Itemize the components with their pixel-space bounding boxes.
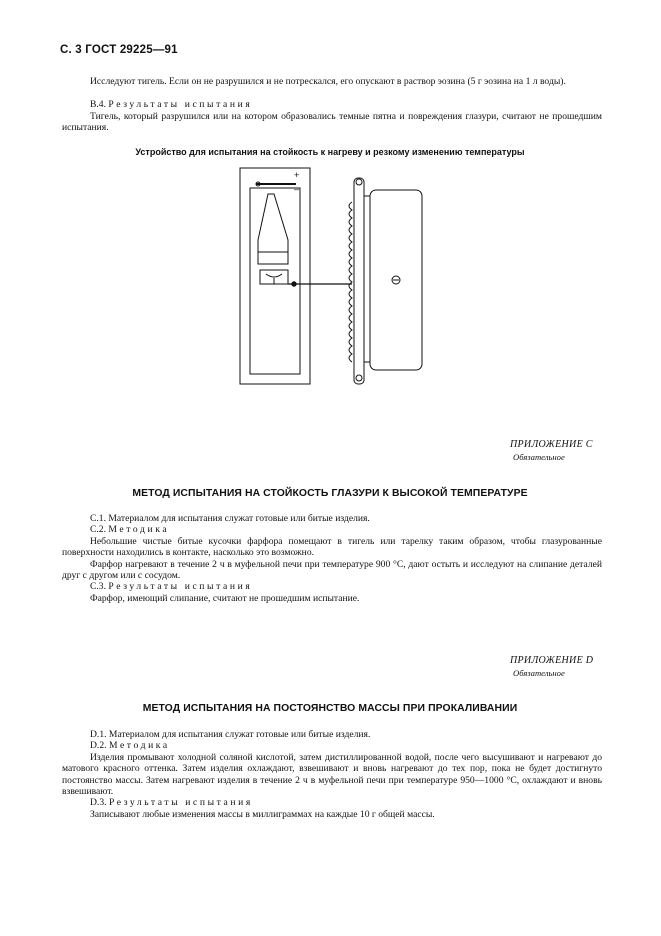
section-b4-heading xyxy=(62,99,602,110)
annex-d-label: ПРИЛОЖЕНИЕ D xyxy=(510,655,594,666)
page-header: С. 3 ГОСТ 29225—91 xyxy=(60,44,178,56)
annex-c-heading: МЕТОД ИСПЫТАНИЯ НА СТОЙКОСТЬ ГЛАЗУРИ К ВЫСОКОЙ ТЕМПЕРАТУРЕ xyxy=(132,488,528,499)
heater-plate xyxy=(354,178,364,384)
paragraph-c1: С.1. Материалом для испытания служат готовые или битые изделия. xyxy=(90,513,370,524)
section-number: С.2. xyxy=(90,524,106,535)
section-title: Результаты испытания xyxy=(108,99,253,110)
flask-shape xyxy=(258,194,288,264)
paragraph-c3: Фарфор, имеющий слипание, считают не прошедшим испытание. xyxy=(90,593,360,604)
test-device-drawing xyxy=(230,162,440,397)
paragraph-d3: Записывают любые изменения массы в миллиграммах на каждые 10 г общей массы. xyxy=(90,809,435,820)
section-d2-heading xyxy=(62,740,602,751)
coiled-cable xyxy=(349,202,352,362)
paragraph-b4-result: Тигель, который разрушился или на котором образовались темные пятна и повреждения глазури, считают не прошедшим испытания. xyxy=(62,111,602,134)
paragraph-crucible-check: Исследуют тигель. Если он не разрушился и не потрескался, его опускают в раствор эозина (5 г эозина на 1 л воды). xyxy=(90,76,566,87)
section-c2-heading xyxy=(62,524,602,535)
section-number: D.2. xyxy=(90,740,107,751)
plus-sign: + xyxy=(294,170,300,180)
section-title: Методика xyxy=(108,740,170,751)
figure-caption: Устройство для испытания на стойкость к нагреву и резкому изменению температуры xyxy=(135,147,525,157)
paragraph-d1: D.1. Материалом для испытания служат готовые или битые изделия. xyxy=(90,729,371,740)
annex-c-label: ПРИЛОЖЕНИЕ C xyxy=(510,439,593,450)
section-number: В.4. xyxy=(90,99,106,110)
annex-c-status: Обязательное xyxy=(513,452,565,462)
annex-d-status: Обязательное xyxy=(513,668,565,678)
section-title: Результаты испытания xyxy=(108,797,253,808)
paragraph-c2-2: Фарфор нагревают в течение 2 ч в муфельной печи при температуре 900 °С, дают остыть и исследуют на слипание деталей друг с другом или с сосудом. xyxy=(62,559,602,582)
section-title: Методика xyxy=(108,524,170,535)
paragraph-c2-1: Небольшие чистые битые кусочки фарфора помещают в тигель или тарелку таким образом, чтобы глазурованные поверхности находились в контакте, насколько это возможно. xyxy=(62,536,602,559)
section-c3-heading xyxy=(62,581,602,592)
section-d3-heading xyxy=(62,797,602,808)
section-number: С.3. xyxy=(90,581,106,592)
annex-d-heading: МЕТОД ИСПЫТАНИЯ НА ПОСТОЯНСТВО МАССЫ ПРИ ПРОКАЛИВАНИИ xyxy=(142,703,518,714)
section-number: D.3. xyxy=(90,797,107,808)
cabinet-inner xyxy=(250,188,300,374)
minus-sign: – xyxy=(294,184,300,194)
paragraph-d2: Изделия промывают холодной соляной кислотой, затем дистиллированной водой, после чего высушивают и нагревают до матового красного оттенка. Затем изделия охлаждают, взвешивают и вновь нагревают до тех пор, пока не будет достигнуто постоянство массы. Затем нагревают изделия в течение 2 ч в муфельной печи при температуре 950—1000 °С, охлаждают и вновь взвешивают. xyxy=(62,752,602,798)
section-title: Результаты испытания xyxy=(108,581,253,592)
